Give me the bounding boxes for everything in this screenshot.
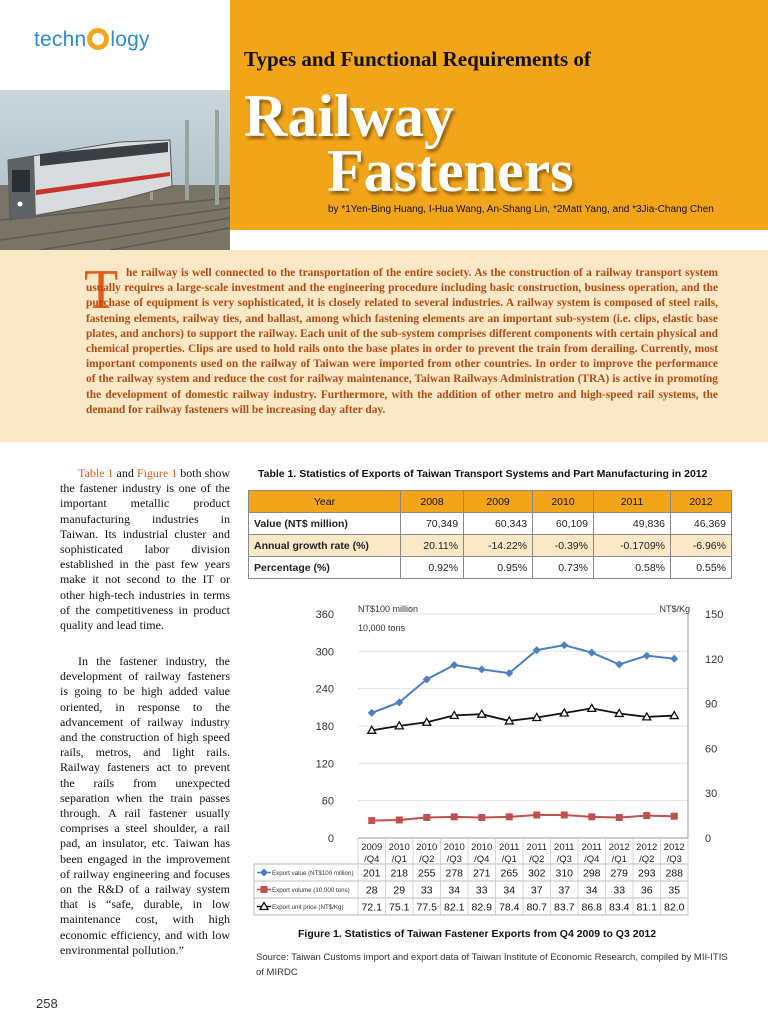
x-tick-label-quarter: /Q4 bbox=[474, 854, 490, 865]
right-unit-label: NT$/Kg bbox=[659, 604, 690, 614]
data-label: 218 bbox=[390, 867, 409, 880]
x-tick-label-year: 2010 bbox=[388, 842, 410, 853]
table-header-cell: 2009 bbox=[464, 491, 533, 513]
data-label: 298 bbox=[582, 867, 601, 880]
author-byline: by *1Yen-Bing Huang, I-Hua Wang, An-Shang Lin, *2Matt Yang, and *3Jia-Chang Chen bbox=[328, 204, 714, 215]
table-reference-link[interactable]: Table 1 bbox=[78, 466, 114, 480]
connector-text: and bbox=[113, 466, 137, 480]
data-label: 271 bbox=[472, 867, 491, 880]
table-cell: Annual growth rate (%) bbox=[249, 535, 401, 557]
y-tick-label: 60 bbox=[321, 795, 334, 808]
brand-text-right: logy bbox=[110, 28, 150, 51]
x-tick-label-quarter: /Q3 bbox=[446, 854, 462, 865]
data-label: 83.7 bbox=[554, 901, 575, 914]
table-cell: 0.55% bbox=[671, 557, 732, 579]
data-point bbox=[478, 814, 485, 821]
article-subtitle: Types and Functional Requirements of bbox=[244, 47, 591, 71]
page-number: 258 bbox=[36, 996, 58, 1011]
data-point bbox=[423, 814, 430, 821]
x-tick-label-year: 2010 bbox=[416, 842, 438, 853]
data-label: 72.1 bbox=[361, 901, 382, 914]
data-point bbox=[450, 661, 458, 669]
x-tick-label-year: 2011 bbox=[499, 842, 520, 853]
table-caption: Table 1. Statistics of Exports of Taiwan Transport Systems and Part Manufacturing in 2012 bbox=[258, 468, 708, 480]
table-header-cell: Year bbox=[249, 491, 401, 513]
article-title-line1: Railway bbox=[244, 83, 454, 149]
x-tick-label-year: 2010 bbox=[443, 842, 465, 853]
series-line bbox=[372, 645, 675, 713]
data-label: 86.8 bbox=[581, 901, 602, 914]
y-tick-label: 120 bbox=[315, 758, 334, 771]
x-tick-label-quarter: /Q2 bbox=[639, 854, 655, 865]
x-tick-label-quarter: /Q4 bbox=[364, 854, 380, 865]
table-cell: 60,109 bbox=[533, 513, 594, 535]
series-line bbox=[372, 708, 675, 730]
data-label: 302 bbox=[527, 867, 546, 880]
table-cell: 60,343 bbox=[464, 513, 533, 535]
data-label: 34 bbox=[585, 884, 598, 897]
table-cell: 0.58% bbox=[594, 557, 671, 579]
data-label: 37 bbox=[530, 884, 543, 897]
table-row bbox=[249, 513, 732, 535]
data-label: 29 bbox=[393, 884, 406, 897]
exports-table bbox=[248, 490, 732, 579]
data-point bbox=[396, 816, 403, 823]
data-label: 80.7 bbox=[526, 901, 547, 914]
data-label: 201 bbox=[362, 867, 381, 880]
table-cell: 20.11% bbox=[401, 535, 464, 557]
drop-cap: T bbox=[84, 259, 119, 321]
data-label: 293 bbox=[637, 867, 656, 880]
data-point bbox=[368, 817, 375, 824]
data-label: 36 bbox=[640, 884, 653, 897]
data-point bbox=[588, 813, 595, 820]
data-label: 82.9 bbox=[471, 901, 492, 914]
data-label: 35 bbox=[668, 884, 681, 897]
x-tick-label-quarter: /Q3 bbox=[666, 854, 682, 865]
x-tick-label-year: 2011 bbox=[581, 842, 602, 853]
data-point bbox=[588, 649, 596, 657]
table-row bbox=[249, 557, 732, 579]
data-label: 255 bbox=[417, 867, 436, 880]
data-point bbox=[588, 704, 596, 711]
globe-icon bbox=[87, 28, 109, 50]
data-label: 288 bbox=[665, 867, 684, 880]
legend-marker bbox=[261, 886, 268, 893]
table-row bbox=[249, 535, 732, 557]
table-cell: 46,369 bbox=[671, 513, 732, 535]
y2-tick-label: 150 bbox=[705, 609, 724, 621]
x-tick-label-year: 2009 bbox=[361, 842, 383, 853]
body-paragraph-1 bbox=[60, 466, 230, 633]
table-header-row bbox=[249, 491, 732, 513]
body-paragraph-2: In the fastener industry, the development of railway fasteners is going to be high added value oriented, in response to the advancement of railway industry and the construction of high speed rails, metros, and light rails. Railway fasteners act to prevent the rails from unexpected separation when the train passes through. A rail fastener usually comprises a steel shoulder, a rail pad, an insulator, etc. Taiwan has been engaged in the improvement of railway engineering and focuses on the R&D of a railway system that is “safe, durable, in low maintenance cost, with high economic efficiency, and with low environmental pollution.” bbox=[60, 654, 230, 957]
section-logo bbox=[34, 28, 150, 52]
x-tick-label-year: 2011 bbox=[554, 842, 575, 853]
data-label: 265 bbox=[500, 867, 519, 880]
table-cell: 0.73% bbox=[533, 557, 594, 579]
data-label: 37 bbox=[558, 884, 571, 897]
data-label: 82.1 bbox=[444, 901, 465, 914]
data-point bbox=[615, 660, 623, 668]
data-label: 78.4 bbox=[499, 901, 520, 914]
figure-source: Source: Taiwan Customs import and export data of Taiwan Institute of Economic Research, compiled by MII-ITIS of MIRDC bbox=[256, 952, 728, 978]
table-cell: 0.92% bbox=[401, 557, 464, 579]
x-tick-label-year: 2012 bbox=[663, 842, 685, 853]
y-tick-label: 0 bbox=[327, 833, 334, 845]
table-cell: Value (NT$ million) bbox=[249, 513, 401, 535]
y2-tick-label: 90 bbox=[705, 698, 718, 711]
abstract-text: he railway is well connected to the transportation of the entire society. As the construction of a railway transport system usually requires a large-scale investment and the engineering procedure including basic construction, business operation, and the purchase of equipment is very sophisticated, it is closely related to several industries. A railway system is composed of steel rails, fastening elements, railway ties, and ballast, among which fastening elements are an important sub-system (i.e. clips, elastic base plates, and anchors) to support the railway. Each unit of the sub-system comprises different components with certain physical and chemical properties. Clips are used to hold rails onto the base plates in order to prevent the train from derailing. Currently, most important components used on the railway of Taiwan were imported from other countries. In order to improve the performance of the railway system and reduce the cost for railway maintenance, Taiwan Railways Administration (TRA) is active in promoting the development of domestic railway industry. Furthermore, with the addition of other metro and high-speed rail systems, the demand for railway fasteners will be increasing day after day. bbox=[86, 267, 718, 416]
x-tick-label-year: 2011 bbox=[526, 842, 547, 853]
legend-label: Export unit price (NT$/Kg) bbox=[272, 904, 344, 911]
data-point bbox=[616, 814, 623, 821]
data-label: 82.0 bbox=[664, 901, 685, 914]
legend-marker bbox=[260, 869, 268, 877]
data-point bbox=[533, 811, 540, 818]
data-label: 33 bbox=[613, 884, 626, 897]
x-tick-label-quarter: /Q1 bbox=[391, 854, 407, 865]
y2-tick-label: 60 bbox=[705, 743, 718, 756]
y-tick-label: 180 bbox=[315, 721, 334, 733]
data-point bbox=[368, 709, 376, 717]
data-label: 83.4 bbox=[609, 901, 630, 914]
table-cell: Percentage (%) bbox=[249, 557, 401, 579]
y-tick-label: 240 bbox=[315, 683, 334, 696]
left-unit-label: NT$100 million bbox=[358, 604, 419, 614]
y2-tick-label: 0 bbox=[705, 833, 712, 845]
table-cell: -6.96% bbox=[671, 535, 732, 557]
data-label: 278 bbox=[445, 867, 464, 880]
table-cell: -0.1709% bbox=[594, 535, 671, 557]
figure-reference-link[interactable]: Figure 1 bbox=[136, 466, 178, 480]
y2-tick-label: 30 bbox=[705, 788, 718, 801]
data-point bbox=[671, 813, 678, 820]
paragraph-1-text: both show the fastener industry is one of the important metallic product manufacturing industries in Taiwan. Its industrial cluster and sophisticated labor division established in the past few years make it not second to the IT or other high-tech industries in terms of the competitiveness in product quality and lead time. bbox=[60, 466, 230, 633]
legend-label: Export volume (10,000 tons) bbox=[272, 887, 350, 894]
x-tick-label-year: 2010 bbox=[471, 842, 493, 853]
data-label: 33 bbox=[475, 884, 488, 897]
data-point bbox=[670, 655, 678, 663]
data-label: 75.1 bbox=[389, 901, 410, 914]
x-tick-label-quarter: /Q4 bbox=[584, 854, 600, 865]
brand-text-left: techn bbox=[34, 28, 87, 51]
train-photo bbox=[0, 90, 230, 250]
table-cell: -0.39% bbox=[533, 535, 594, 557]
x-tick-label-quarter: /Q1 bbox=[501, 854, 517, 865]
table-cell: -14.22% bbox=[464, 535, 533, 557]
article-title-line2: Fasteners bbox=[327, 138, 574, 204]
table-cell: 0.95% bbox=[464, 557, 533, 579]
series-line bbox=[372, 815, 675, 821]
table-header-cell: 2011 bbox=[594, 491, 671, 513]
x-tick-label-year: 2012 bbox=[608, 842, 630, 853]
y-tick-label: 300 bbox=[315, 646, 334, 659]
data-label: 34 bbox=[503, 884, 516, 897]
data-point bbox=[451, 813, 458, 820]
y2-tick-label: 120 bbox=[705, 653, 724, 666]
table-header-cell: 2010 bbox=[533, 491, 594, 513]
table-cell: 70,349 bbox=[401, 513, 464, 535]
x-tick-label-year: 2012 bbox=[636, 842, 658, 853]
data-label: 279 bbox=[610, 867, 629, 880]
x-tick-label-quarter: /Q3 bbox=[556, 854, 572, 865]
y-tick-label: 360 bbox=[315, 609, 334, 621]
data-point bbox=[560, 641, 568, 649]
data-label: 310 bbox=[555, 867, 574, 880]
data-label: 28 bbox=[365, 884, 378, 897]
data-label: 33 bbox=[420, 884, 433, 897]
table-header-cell: 2012 bbox=[671, 491, 732, 513]
x-tick-label-quarter: /Q2 bbox=[529, 854, 545, 865]
data-label: 77.5 bbox=[416, 901, 437, 914]
x-tick-label-quarter: /Q1 bbox=[611, 854, 627, 865]
data-point bbox=[643, 812, 650, 819]
data-point bbox=[643, 652, 651, 660]
figure-caption: Figure 1. Statistics of Taiwan Fastener Exports from Q4 2009 to Q3 2012 bbox=[298, 928, 657, 940]
left-unit-label-2: 10,000 tons bbox=[358, 623, 406, 633]
data-point bbox=[478, 665, 486, 673]
fastener-exports-chart bbox=[248, 600, 738, 920]
data-point bbox=[506, 813, 513, 820]
x-tick-label-quarter: /Q2 bbox=[419, 854, 435, 865]
legend-label: Export value (NT$100 million) bbox=[272, 870, 354, 877]
table-cell: 49,836 bbox=[594, 513, 671, 535]
table-header-cell: 2008 bbox=[401, 491, 464, 513]
data-label: 81.1 bbox=[636, 901, 657, 914]
data-point bbox=[561, 811, 568, 818]
data-label: 34 bbox=[448, 884, 461, 897]
